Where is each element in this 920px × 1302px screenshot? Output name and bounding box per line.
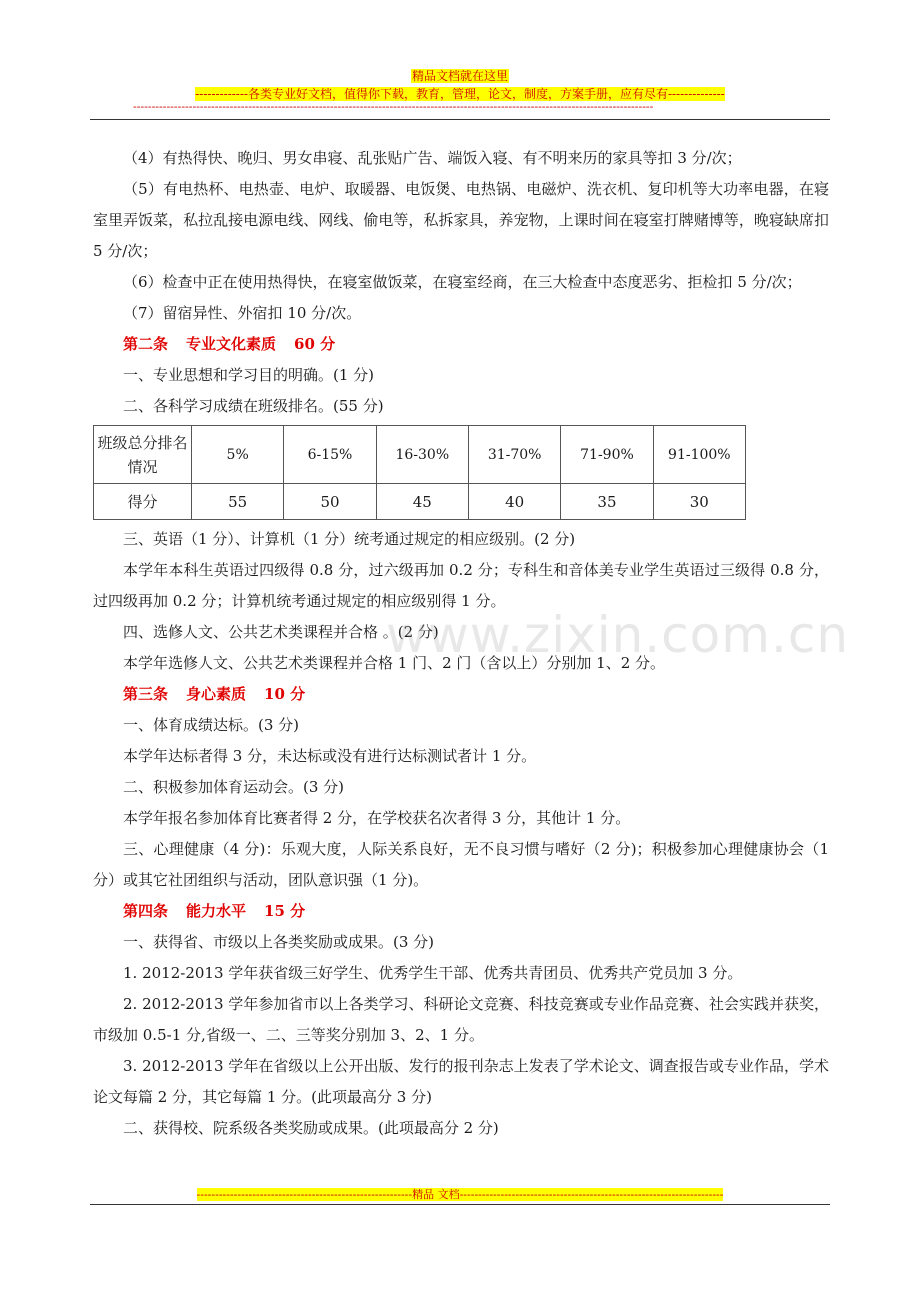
table-cell: 30 (653, 484, 745, 520)
art2-line-3: 三、英语（1 分）、计算机（1 分）统考通过规定的相应级别。(2 分) (123, 530, 576, 548)
header-dashes: -------------------------------------------------------------------------------------------------------------------------------------------- (133, 100, 654, 113)
art3-line-3: 二、积极参加体育运动会。(3 分) (123, 778, 345, 796)
table-row (94, 484, 746, 520)
watermark: www.zixin.com.cn (386, 606, 850, 664)
article-4-heading: 第四条 能力水平 15 分 (123, 902, 306, 920)
art4-line-5: 二、获得校、院系级各类奖励或成果。(此项最高分 2 分) (123, 1119, 499, 1137)
art2-line-4: 本学年本科生英语过四级得 0.8 分，过六级再加 0.2 分；专科生和音体美专业学生英语过三级得 0.8 分，过四级再加 0.2 分；计算机统考通过规定的相应级别得 1 分。 (93, 561, 829, 610)
table-header-cell: 5% (192, 426, 284, 484)
art3-line-5: 三、心理健康（4 分)：乐观大度，人际关系良好，无不良习惯与嗜好（2 分)；积极参加心理健康协会（1 分）或其它社团组织与活动，团队意识强（1 分)。 (93, 840, 829, 889)
art2-line-2: 二、各科学习成绩在班级排名。(55 分) (123, 397, 384, 415)
art4-line-3: 2. 2012-2013 学年参加省市以上各类学习、科研论文竞赛、科技竞赛或专业作品竞赛、社会实践并获奖，市级加 0.5-1 分,省级一、二、三等奖分别加 3、2、1 分。 (93, 995, 829, 1044)
table-cell: 50 (284, 484, 376, 520)
table-cell: 35 (561, 484, 653, 520)
table-cell: 40 (468, 484, 560, 520)
header-title: 精品文档就在这里 (411, 69, 508, 83)
ranking-score-table (93, 425, 746, 520)
table-cell: 55 (192, 484, 284, 520)
article-3-heading: 第三条 身心素质 10 分 (123, 685, 306, 703)
art3-line-4: 本学年报名参加体育比赛者得 2 分，在学校获名次者得 3 分，其他计 1 分。 (123, 809, 631, 827)
paragraph-6: （6）检查中正在使用热得快，在寝室做饭菜，在寝室经商，在三大检查中态度恶劣、拒检扣 5 分/次； (123, 273, 802, 291)
article-2-heading: 第二条 专业文化素质 60 分 (123, 335, 336, 353)
table-header-cell: 71-90% (561, 426, 653, 484)
art2-line-1: 一、专业思想和学习目的明确。(1 分) (123, 366, 375, 384)
footer-banner: ----------------------------------------------------------精品 文档----------------------------------------------------------------------- (196, 1188, 724, 1201)
footer-rule (90, 1204, 830, 1205)
art4-line-2: 1. 2012-2013 学年获省级三好学生、优秀学生干部、优秀共青团员、优秀共产党员加 3 分。 (123, 964, 743, 982)
art3-line-1: 一、体育成绩达标。(3 分) (123, 716, 300, 734)
table-cell: 得分 (94, 484, 192, 520)
table-header-cell: 16-30% (376, 426, 468, 484)
header-subtitle: -------------各类专业好文档，值得你下载，教育，管理，论文，制度，方案手册，应有尽有-------------- (195, 87, 725, 101)
art4-line-1: 一、获得省、市级以上各类奖励或成果。(3 分) (123, 933, 435, 951)
table-header-cell: 6-15% (284, 426, 376, 484)
table-header-cell: 31-70% (468, 426, 560, 484)
art3-line-2: 本学年达标者得 3 分，未达标或没有进行达标测试者计 1 分。 (123, 747, 537, 765)
paragraph-4: （4）有热得快、晚归、男女串寝、乱张贴广告、端饭入寝、有不明来历的家具等扣 3 分/次； (123, 149, 742, 167)
table-header-cell: 班级总分排名情况 (94, 426, 192, 484)
art2-line-6: 本学年选修人文、公共艺术类课程并合格 1 门、2 门（含以上）分别加 1、2 分。 (123, 654, 666, 672)
art4-line-4: 3. 2012-2013 学年在省级以上公开出版、发行的报刊杂志上发表了学术论文、调查报告或专业作品，学术论文每篇 2 分，其它每篇 1 分。(此项最高分 3 分) (93, 1057, 829, 1106)
table-header-cell: 91-100% (653, 426, 745, 484)
paragraph-7: （7）留宿异性、外宿扣 10 分/次。 (123, 304, 362, 322)
paragraph-5: （5）有电热杯、电热壶、电炉、取暖器、电饭煲、电热锅、电磁炉、洗衣机、复印机等大功率电器，在寝室里弄饭菜，私拉乱接电源电线、网线、偷电等，私拆家具，养宠物，上课时间在寝室打牌赌博等，晚寝缺席扣 5 分/次； (93, 180, 829, 260)
table-row (94, 426, 746, 484)
header-rule (90, 119, 830, 120)
table-cell: 45 (376, 484, 468, 520)
art2-line-5: 四、选修人文、公共艺术类课程并合格 。(2 分) (123, 623, 439, 641)
